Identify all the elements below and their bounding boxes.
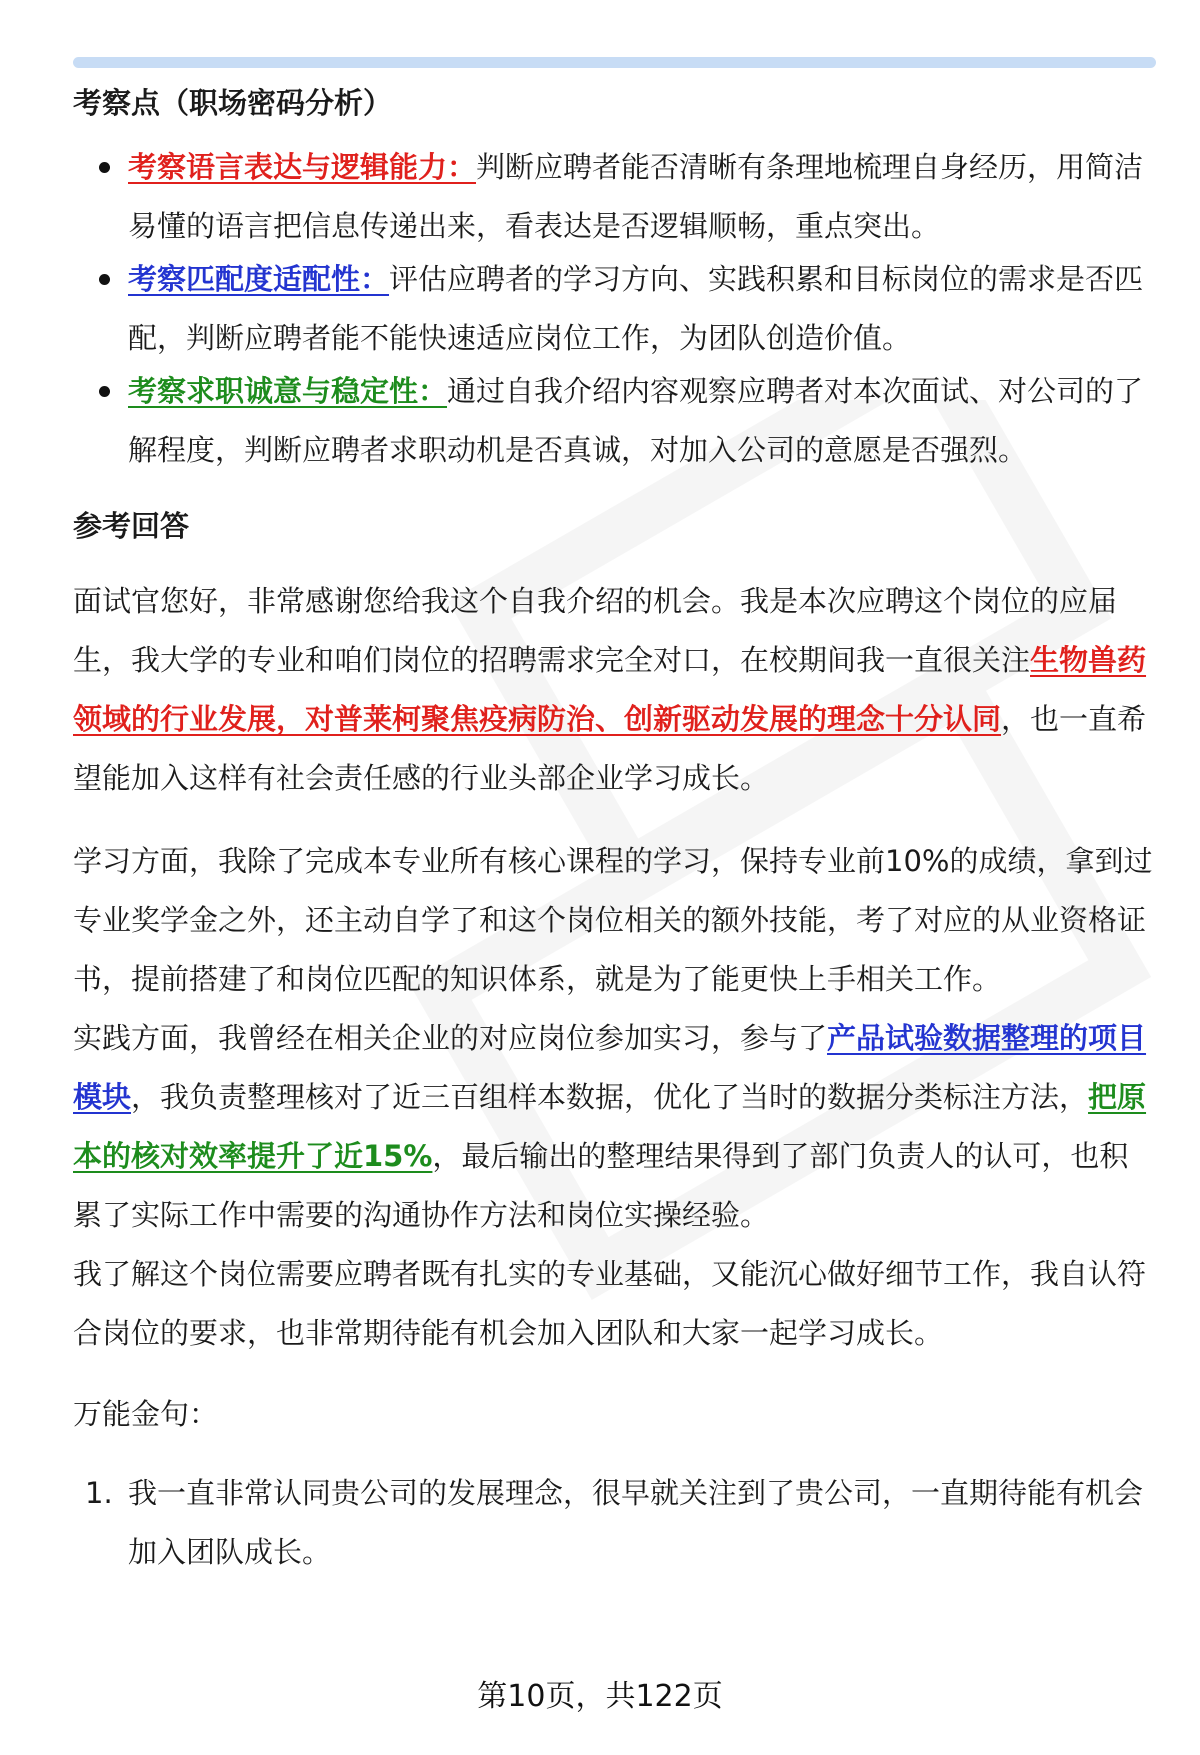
golden-list — [73, 1464, 1156, 1582]
answer-text: ，最后输出的整理结果得到了部门负责人的认可，也积累了实际工作中需要的沟通协作方法和岗位实操经验。 — [73, 1139, 1129, 1232]
section-title-points: 考察点（职场密码分析） — [73, 86, 393, 120]
page-number: 第10页，共122页 — [477, 1679, 723, 1714]
points-list — [73, 138, 1156, 480]
list-item — [73, 362, 1156, 480]
answer-paragraph-closing: 我了解这个岗位需要应聘者既有扎实的专业基础，又能沉心做好细节工作，我自认符合岗位的要求，也非常期待能有机会加入团队和大家一起学习成长。 — [73, 1257, 1147, 1350]
section-title-golden: 万能金句： — [73, 1397, 219, 1431]
answer-highlight: 把原本的核对效率提升了近15% — [73, 1080, 1147, 1173]
point-text: 通过自我介绍内容观察应聘者对本次面试、对公司的了解程度，判断应聘者求职动机是否真诚，对加入公司的意愿是否强烈。 — [128, 374, 1144, 467]
bullet-icon — [99, 162, 110, 173]
answer-text: ，我负责整理核对了近三百组样本数据，优化了当时的数据分类标注方法， — [131, 1080, 1089, 1114]
point-keyword: 考察语言表达与逻辑能力： — [128, 150, 477, 184]
list-item — [73, 138, 1156, 256]
answer-paragraph-intro — [73, 572, 1156, 808]
list-number: 1. — [85, 1476, 113, 1510]
document-body — [73, 78, 1156, 1582]
golden-text: 我一直非常认同贵公司的发展理念，很早就关注到了贵公司，一直期待能有机会加入团队成长。 — [128, 1476, 1144, 1569]
answer-paragraph-practice — [73, 1009, 1156, 1245]
answer-highlight: 生物兽药领域的行业发展，对普莱柯聚焦疫病防治、创新驱动发展的理念十分认同 — [73, 643, 1147, 736]
bullet-icon — [99, 274, 110, 285]
section-title-answer: 参考回答 — [73, 509, 190, 543]
answer-text: 面试官您好，非常感谢您给我这个自我介绍的机会。我是本次应聘这个岗位的应届生，我大学的专业和咱们岗位的招聘需求完全对口，在校期间我一直很关注 — [73, 584, 1118, 677]
point-text: 判断应聘者能否清晰有条理地梳理自身经历，用简洁易懂的语言把信息传递出来，看表达是否逻辑顺畅，重点突出。 — [128, 150, 1144, 243]
point-text: 评估应聘者的学习方向、实践积累和目标岗位的需求是否匹配，判断应聘者能不能快速适应岗位工作，为团队创造价值。 — [128, 262, 1144, 355]
answer-highlight: 产品试验数据整理的项目模块 — [73, 1021, 1147, 1114]
answer-text: ，也一直希望能加入这样有社会责任感的行业头部企业学习成长。 — [73, 702, 1147, 795]
answer-paragraph-study: 学习方面，我除了完成本专业所有核心课程的学习，保持专业前10%的成绩，拿到过专业奖学金之外，还主动自学了和这个岗位相关的额外技能，考了对应的从业资格证书，提前搭建了和岗位匹配的知识体系，就是为了能更快上手相关工作。 — [73, 844, 1153, 996]
answer-text: 实践方面，我曾经在相关企业的对应岗位参加实习，参与了 — [73, 1021, 828, 1055]
list-item — [73, 250, 1156, 368]
bullet-icon — [99, 386, 110, 397]
list-item — [73, 1464, 1156, 1582]
point-keyword: 考察求职诚意与稳定性： — [128, 374, 448, 408]
top-accent-bar — [73, 57, 1156, 68]
point-keyword: 考察匹配度适配性： — [128, 262, 390, 296]
